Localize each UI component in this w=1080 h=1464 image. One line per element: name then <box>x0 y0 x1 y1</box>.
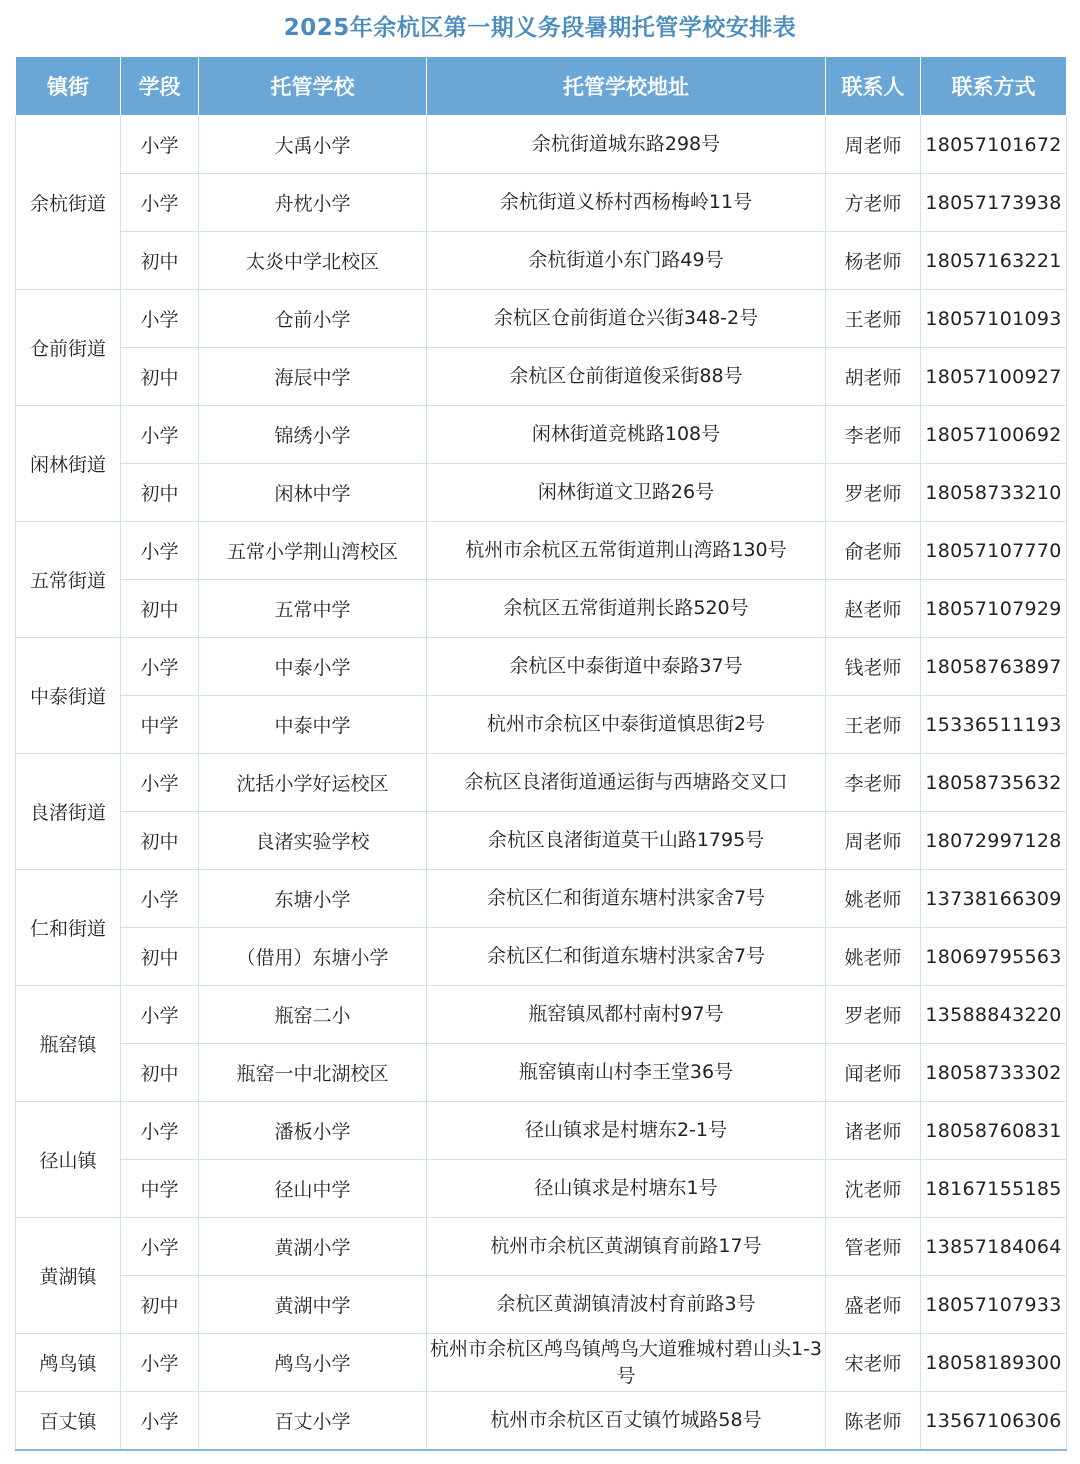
phone-cell: 18057100692 <box>921 406 1067 464</box>
address-cell: 径山镇求是村塘东2-1号 <box>427 1102 826 1160</box>
phone-cell: 13857184064 <box>921 1218 1067 1276</box>
school-cell: 仓前小学 <box>199 290 427 348</box>
stage-cell: 小学 <box>121 870 199 928</box>
contact-cell: 姚老师 <box>826 928 921 986</box>
stage-cell: 中学 <box>121 1160 199 1218</box>
stage-cell: 小学 <box>121 754 199 812</box>
phone-cell: 18058763897 <box>921 638 1067 696</box>
school-cell: 舟枕小学 <box>199 174 427 232</box>
school-cell: 大禹小学 <box>199 116 427 174</box>
address-cell: 余杭街道小东门路49号 <box>427 232 826 290</box>
school-cell: （借用）东塘小学 <box>199 928 427 986</box>
phone-cell: 18072997128 <box>921 812 1067 870</box>
phone-cell: 18057101093 <box>921 290 1067 348</box>
contact-cell: 杨老师 <box>826 232 921 290</box>
school-cell: 东塘小学 <box>199 870 427 928</box>
table-row <box>16 812 1067 870</box>
district-cell: 径山镇 <box>16 1102 121 1218</box>
school-cell: 五常小学荆山湾校区 <box>199 522 427 580</box>
address-cell: 余杭区良渚街道莫干山路1795号 <box>427 812 826 870</box>
district-cell: 鸬鸟镇 <box>16 1334 121 1392</box>
table-body <box>16 116 1067 1451</box>
phone-cell: 18058760831 <box>921 1102 1067 1160</box>
stage-cell: 初中 <box>121 232 199 290</box>
phone-cell: 18058735632 <box>921 754 1067 812</box>
address-cell: 余杭区良渚街道通运街与西塘路交叉口 <box>427 754 826 812</box>
stage-cell: 小学 <box>121 522 199 580</box>
stage-cell: 小学 <box>121 1334 199 1392</box>
contact-cell: 闻老师 <box>826 1044 921 1102</box>
address-cell: 余杭区仁和街道东塘村洪家舍7号 <box>427 870 826 928</box>
phone-cell: 18057101672 <box>921 116 1067 174</box>
school-cell: 瓶窑一中北湖校区 <box>199 1044 427 1102</box>
phone-cell: 18058733302 <box>921 1044 1067 1102</box>
school-cell: 海辰中学 <box>199 348 427 406</box>
school-cell: 径山中学 <box>199 1160 427 1218</box>
phone-cell: 13738166309 <box>921 870 1067 928</box>
header-phone: 联系方式 <box>921 57 1067 116</box>
table-row <box>16 464 1067 522</box>
table-row <box>16 174 1067 232</box>
address-cell: 杭州市余杭区黄湖镇育前路17号 <box>427 1218 826 1276</box>
address-cell: 余杭区仓前街道俊采街88号 <box>427 348 826 406</box>
table-row <box>16 522 1067 580</box>
address-cell: 余杭区五常街道荆长路520号 <box>427 580 826 638</box>
phone-cell: 13588843220 <box>921 986 1067 1044</box>
stage-cell: 小学 <box>121 1102 199 1160</box>
header-address: 托管学校地址 <box>427 57 826 116</box>
contact-cell: 方老师 <box>826 174 921 232</box>
contact-cell: 罗老师 <box>826 464 921 522</box>
contact-cell: 盛老师 <box>826 1276 921 1334</box>
stage-cell: 小学 <box>121 116 199 174</box>
school-cell: 中泰中学 <box>199 696 427 754</box>
table-row <box>16 696 1067 754</box>
stage-cell: 中学 <box>121 696 199 754</box>
district-cell: 良渚街道 <box>16 754 121 870</box>
header-stage: 学段 <box>121 57 199 116</box>
table-row <box>16 1160 1067 1218</box>
contact-cell: 李老师 <box>826 406 921 464</box>
header-row <box>16 57 1067 116</box>
phone-cell: 18057100927 <box>921 348 1067 406</box>
school-cell: 鸬鸟小学 <box>199 1334 427 1392</box>
contact-cell: 宋老师 <box>826 1334 921 1392</box>
address-cell: 余杭区仁和街道东塘村洪家舍7号 <box>427 928 826 986</box>
phone-cell: 18057107933 <box>921 1276 1067 1334</box>
address-cell: 杭州市余杭区中泰街道慎思街2号 <box>427 696 826 754</box>
address-cell: 闲林街道竞桃路108号 <box>427 406 826 464</box>
contact-cell: 罗老师 <box>826 986 921 1044</box>
phone-cell: 18058733210 <box>921 464 1067 522</box>
contact-cell: 王老师 <box>826 696 921 754</box>
district-cell: 瓶窑镇 <box>16 986 121 1102</box>
address-cell: 径山镇求是村塘东1号 <box>427 1160 826 1218</box>
stage-cell: 小学 <box>121 1392 199 1451</box>
contact-cell: 李老师 <box>826 754 921 812</box>
phone-cell: 18167155185 <box>921 1160 1067 1218</box>
contact-cell: 胡老师 <box>826 348 921 406</box>
district-cell: 百丈镇 <box>16 1392 121 1451</box>
address-cell: 杭州市余杭区五常街道荆山湾路130号 <box>427 522 826 580</box>
address-cell: 余杭区黄湖镇清波村育前路3号 <box>427 1276 826 1334</box>
school-cell: 锦绣小学 <box>199 406 427 464</box>
school-cell: 太炎中学北校区 <box>199 232 427 290</box>
stage-cell: 初中 <box>121 1044 199 1102</box>
stage-cell: 小学 <box>121 1218 199 1276</box>
contact-cell: 周老师 <box>826 116 921 174</box>
table-row <box>16 580 1067 638</box>
district-cell: 闲林街道 <box>16 406 121 522</box>
table-row <box>16 1334 1067 1392</box>
district-cell: 五常街道 <box>16 522 121 638</box>
table-row <box>16 986 1067 1044</box>
address-cell: 余杭街道义桥村西杨梅岭11号 <box>427 174 826 232</box>
phone-cell: 18069795563 <box>921 928 1067 986</box>
address-cell: 瓶窑镇南山村李王堂36号 <box>427 1044 826 1102</box>
district-cell: 中泰街道 <box>16 638 121 754</box>
district-cell: 仓前街道 <box>16 290 121 406</box>
table-row <box>16 870 1067 928</box>
contact-cell: 姚老师 <box>826 870 921 928</box>
page-title: 2025年余杭区第一期义务段暑期托管学校安排表 <box>283 15 797 41</box>
table-row <box>16 754 1067 812</box>
contact-cell: 诸老师 <box>826 1102 921 1160</box>
schedule-table <box>15 56 1067 1451</box>
phone-cell: 13567106306 <box>921 1392 1067 1451</box>
table-row <box>16 1276 1067 1334</box>
stage-cell: 初中 <box>121 928 199 986</box>
table-row <box>16 638 1067 696</box>
table-row <box>16 290 1067 348</box>
district-cell: 余杭街道 <box>16 116 121 290</box>
contact-cell: 俞老师 <box>826 522 921 580</box>
school-cell: 五常中学 <box>199 580 427 638</box>
stage-cell: 初中 <box>121 464 199 522</box>
stage-cell: 初中 <box>121 580 199 638</box>
stage-cell: 初中 <box>121 1276 199 1334</box>
stage-cell: 初中 <box>121 348 199 406</box>
phone-cell: 15336511193 <box>921 696 1067 754</box>
school-cell: 百丈小学 <box>199 1392 427 1451</box>
stage-cell: 小学 <box>121 406 199 464</box>
contact-cell: 王老师 <box>826 290 921 348</box>
school-cell: 潘板小学 <box>199 1102 427 1160</box>
table-row <box>16 1102 1067 1160</box>
header-school: 托管学校 <box>199 57 427 116</box>
table-row <box>16 232 1067 290</box>
stage-cell: 小学 <box>121 290 199 348</box>
address-cell: 瓶窑镇凤都村南村97号 <box>427 986 826 1044</box>
table-row <box>16 406 1067 464</box>
contact-cell: 陈老师 <box>826 1392 921 1451</box>
contact-cell: 周老师 <box>826 812 921 870</box>
school-cell: 中泰小学 <box>199 638 427 696</box>
address-cell: 余杭区中泰街道中泰路37号 <box>427 638 826 696</box>
address-cell: 杭州市余杭区鸬鸟镇鸬鸟大道雅城村碧山头1-3号 <box>427 1334 826 1392</box>
school-cell: 沈括小学好运校区 <box>199 754 427 812</box>
contact-cell: 沈老师 <box>826 1160 921 1218</box>
address-cell: 杭州市余杭区百丈镇竹城路58号 <box>427 1392 826 1451</box>
phone-cell: 18057173938 <box>921 174 1067 232</box>
contact-cell: 管老师 <box>826 1218 921 1276</box>
table-row <box>16 116 1067 174</box>
table-header <box>16 57 1067 116</box>
phone-cell: 18057107770 <box>921 522 1067 580</box>
school-cell: 黄湖中学 <box>199 1276 427 1334</box>
phone-cell: 18057107929 <box>921 580 1067 638</box>
table-row <box>16 1392 1067 1451</box>
address-cell: 余杭区仓前街道仓兴街348-2号 <box>427 290 826 348</box>
header-contact: 联系人 <box>826 57 921 116</box>
address-cell: 余杭街道城东路298号 <box>427 116 826 174</box>
table-row <box>16 1044 1067 1102</box>
phone-cell: 18057163221 <box>921 232 1067 290</box>
school-cell: 瓶窑二小 <box>199 986 427 1044</box>
contact-cell: 钱老师 <box>826 638 921 696</box>
stage-cell: 小学 <box>121 986 199 1044</box>
header-district: 镇街 <box>16 57 121 116</box>
phone-cell: 18058189300 <box>921 1334 1067 1392</box>
district-cell: 黄湖镇 <box>16 1218 121 1334</box>
district-cell: 仁和街道 <box>16 870 121 986</box>
address-cell: 闲林街道文卫路26号 <box>427 464 826 522</box>
stage-cell: 初中 <box>121 812 199 870</box>
contact-cell: 赵老师 <box>826 580 921 638</box>
school-cell: 黄湖小学 <box>199 1218 427 1276</box>
table-row <box>16 1218 1067 1276</box>
school-cell: 良渚实验学校 <box>199 812 427 870</box>
stage-cell: 小学 <box>121 638 199 696</box>
table-row <box>16 348 1067 406</box>
table-row <box>16 928 1067 986</box>
school-cell: 闲林中学 <box>199 464 427 522</box>
stage-cell: 小学 <box>121 174 199 232</box>
